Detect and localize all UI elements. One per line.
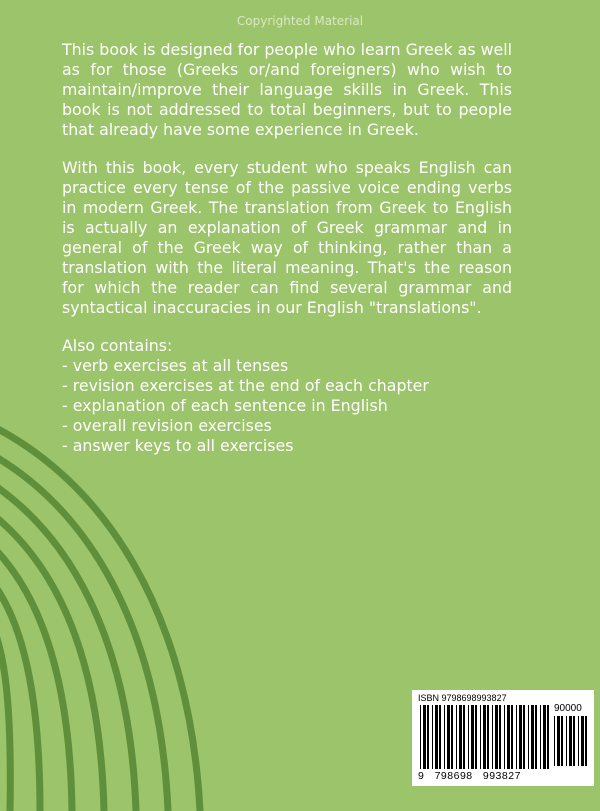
- list-item: - revision exercises at the end of each chapter: [62, 376, 429, 395]
- barcode-bar: [507, 705, 510, 769]
- list-item: - verb exercises at all tenses: [62, 356, 289, 375]
- list-item: - answer keys to all exercises: [62, 436, 294, 455]
- barcode-bars: [420, 705, 550, 769]
- barcode-bar: [468, 705, 469, 769]
- also-contains-heading: Also contains:: [62, 336, 173, 355]
- barcode-bar: [516, 705, 517, 769]
- barcode-bar: [581, 716, 584, 766]
- barcode-bar: [585, 716, 587, 766]
- barcode-bar: [569, 716, 572, 766]
- intro-paragraph: [62, 40, 512, 140]
- barcode-bar: [499, 705, 501, 769]
- description-paragraph: [62, 158, 512, 318]
- barcode-bar: [456, 705, 457, 769]
- barcode-bar: [435, 705, 438, 769]
- barcode-bar: [439, 705, 441, 769]
- barcode-bar: [459, 705, 462, 769]
- barcode-bar: [554, 716, 555, 766]
- barcode-bar: [480, 705, 481, 769]
- copyright-watermark: Copyrighted Material: [236, 14, 364, 28]
- contents-list: [62, 356, 512, 456]
- barcode-bar: [492, 705, 493, 769]
- barcode-bar: [511, 705, 513, 769]
- barcode-bar: [543, 705, 546, 769]
- isbn-digits: 9 798698 993827: [418, 770, 521, 782]
- also-contains-section: [62, 336, 512, 456]
- barcode-bar: [432, 705, 433, 769]
- barcode-bar: [573, 716, 575, 766]
- barcode-bar: [427, 705, 429, 769]
- list-item: - overall revision exercises: [62, 416, 272, 435]
- barcode-bar: [463, 705, 465, 769]
- barcode-bar: [519, 705, 522, 769]
- paragraph-1: This book is designed for people who learn Greek as well as for those (Greeks or/and foreigners) who wish to maintain/improve their language skills in Greek. This book is not addressed to total beginners, but to people that already have some experience in Greek.: [62, 40, 512, 139]
- barcode-bar: [540, 705, 541, 769]
- barcode-bar: [535, 705, 537, 769]
- barcode-bar: [557, 716, 560, 766]
- barcode-bar: [547, 705, 549, 769]
- barcode-bar: [531, 705, 534, 769]
- barcode-bar: [566, 716, 567, 766]
- barcode-bar: [528, 705, 529, 769]
- barcode-bar: [471, 705, 474, 769]
- list-item: - explanation of each sentence in English: [62, 396, 388, 415]
- barcode-bar: [423, 705, 426, 769]
- price-barcode-bars: [554, 716, 588, 766]
- barcode-bar: [420, 705, 421, 769]
- price-code: 90000: [554, 703, 582, 714]
- paragraph-2: With this book, every student who speaks English can practice every tense of the passive voice ending verbs in modern Greek. The translation from Greek to English is actually an explanation of Greek grammar and in general of the Greek way of thinking, rather than a translation with the literal meaning. That's the reason for which the reader can find several grammar and syntactical inaccuracies in our English "translations".: [62, 158, 512, 317]
- isbn-barcode: [412, 690, 594, 786]
- barcode-bar: [447, 705, 450, 769]
- barcode-bar: [504, 705, 505, 769]
- barcode-bar: [444, 705, 445, 769]
- barcode-bar: [561, 716, 563, 766]
- isbn-label: ISBN 9798698993827: [418, 693, 507, 703]
- barcode-bar: [451, 705, 453, 769]
- barcode-bar: [523, 705, 525, 769]
- barcode-bar: [475, 705, 477, 769]
- barcode-bar: [495, 705, 498, 769]
- barcode-bar: [483, 705, 486, 769]
- barcode-bar: [578, 716, 579, 766]
- barcode-bar: [487, 705, 489, 769]
